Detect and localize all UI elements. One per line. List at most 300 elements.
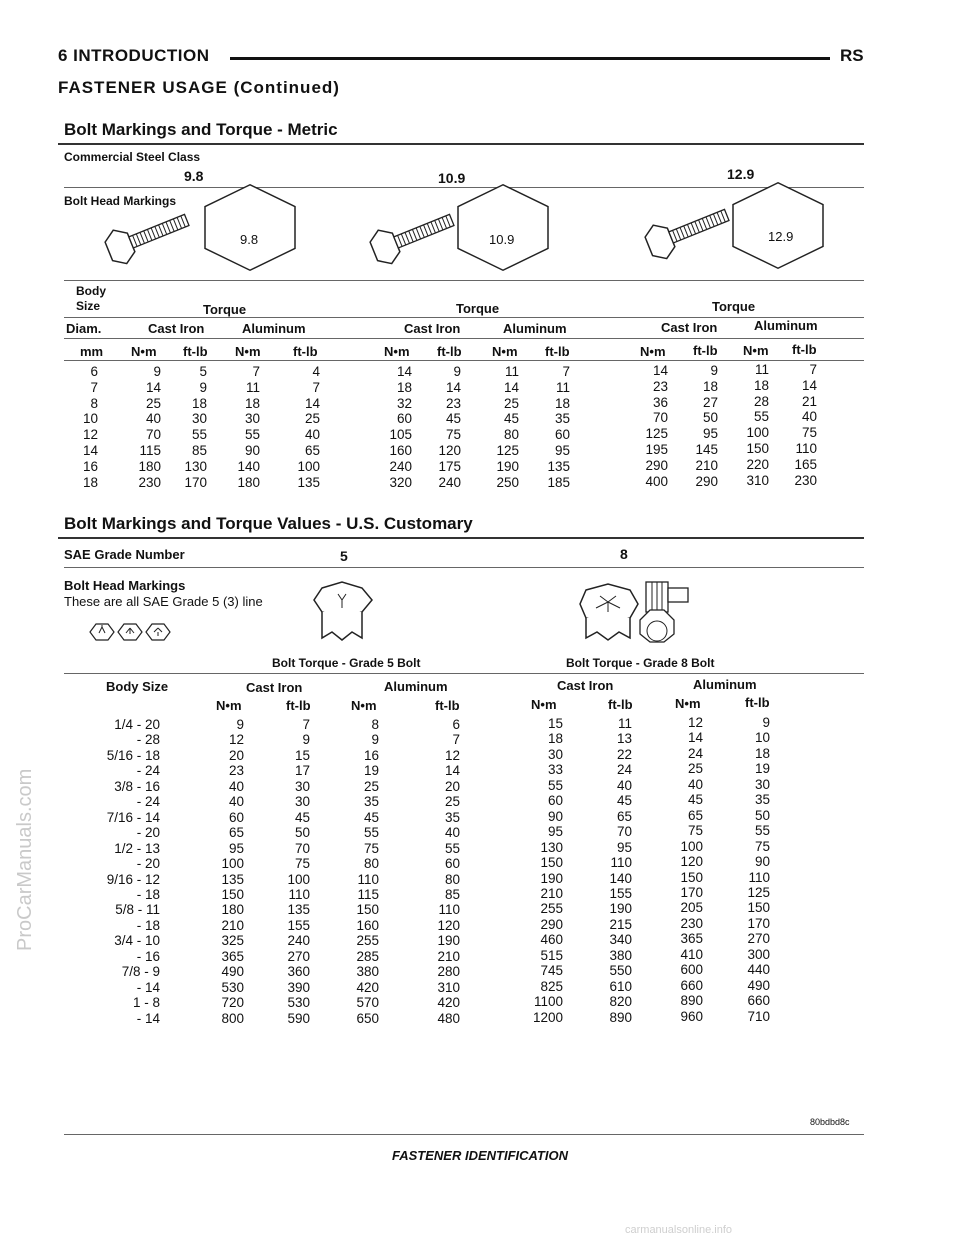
- g8-ci-nm-cell: 60: [547, 793, 563, 809]
- g5-al-ft-cell: 35: [444, 809, 460, 825]
- g98-al-ft-cell: 7: [312, 379, 320, 395]
- g5-al-nm-cell: 650: [356, 1010, 379, 1026]
- g5-ci-ft-cell: 7: [302, 717, 310, 732]
- grade-12-9: 12.9: [727, 166, 755, 182]
- metric-head-rule: [64, 280, 864, 281]
- g5-ci-nm-cell: 23: [228, 763, 244, 779]
- mm-label: mm: [80, 344, 104, 359]
- g5-ci-nm-cell: 40: [228, 778, 244, 794]
- g98-ci-ft-cell: 130: [184, 458, 207, 474]
- g8-al-nm-cell: 170: [680, 884, 703, 900]
- nm-ci-g5: N•m: [216, 698, 242, 713]
- g109-al-ft-cell: 11: [555, 379, 570, 395]
- g8-al-nm-cell: 45: [687, 792, 703, 808]
- g8-al-nm-cell: 120: [680, 854, 703, 870]
- g98-al-ft-cell: 100: [297, 458, 320, 474]
- ftlb-ci-g5: ft-lb: [286, 698, 311, 713]
- g8-al-ft-cell: 55: [754, 823, 770, 839]
- us-size-cell: - 16: [136, 948, 160, 964]
- g8-al-nm-cell: 100: [680, 838, 703, 854]
- torque-label-10-9: Torque: [456, 301, 500, 316]
- g5-al-nm-cell: 25: [363, 778, 379, 794]
- g5-al-ft-cell: 80: [444, 871, 460, 887]
- g5-ci-nm-cell: 490: [221, 964, 244, 980]
- g8-ci-ft-cell: 610: [609, 978, 632, 994]
- g129-al-ft-cell: 165: [794, 456, 817, 472]
- g129-al-ft-cell: 40: [801, 409, 817, 425]
- g8-ci-ft-cell: 13: [616, 731, 632, 747]
- g8-ci-ft-cell: 890: [609, 1009, 632, 1025]
- g98-ci-nm-cell: 180: [138, 458, 161, 474]
- nm-al-10-9: N•m: [492, 344, 518, 359]
- g5-al-ft-cell: 110: [438, 902, 460, 918]
- head-mark-9-8: 9.8: [240, 232, 259, 247]
- ftlb-ci-9-8: ft-lb: [183, 344, 208, 359]
- grade8-bolt-head-icon: [580, 584, 638, 640]
- figure-caption: FASTENER IDENTIFICATION: [392, 1148, 568, 1163]
- us-size-cell: 7/8 - 9: [121, 964, 160, 980]
- torque-label-12-9: Torque: [712, 299, 756, 314]
- g5-al-nm-cell: 150: [356, 902, 379, 918]
- page-header-left: 6 INTRODUCTION: [58, 46, 210, 65]
- aluminum-12-9: Aluminum: [754, 318, 818, 333]
- g8-ci-nm-cell: 150: [540, 855, 563, 871]
- g5-al-nm-cell: 570: [356, 995, 379, 1011]
- g5-al-nm-cell: 420: [356, 979, 379, 995]
- g129-al-nm-cell: 11: [754, 362, 769, 377]
- g109-al-ft-cell: 60: [554, 427, 570, 443]
- us-size-cell: 5/8 - 11: [115, 902, 160, 918]
- g5-ci-ft-cell: 9: [302, 732, 310, 748]
- g98-ci-ft-cell: 9: [199, 379, 207, 395]
- g129-ci-ft-cell: 95: [702, 426, 718, 442]
- g5-ci-nm-cell: 65: [228, 825, 244, 841]
- g109-al-ft-cell: 18: [554, 395, 570, 411]
- g109-al-ft-cell: 95: [554, 443, 570, 458]
- grade8-torque-label: Bolt Torque - Grade 8 Bolt: [566, 656, 715, 670]
- sae-grade-8: 8: [620, 546, 628, 562]
- g5-ci-nm-cell: 325: [221, 933, 244, 949]
- g8-ci-ft-cell: 24: [616, 762, 632, 778]
- g129-al-nm-cell: 28: [753, 393, 769, 409]
- nm-al-g5: N•m: [351, 698, 377, 713]
- g8-al-ft-cell: 19: [754, 761, 770, 777]
- us-size-cell: 1 - 8: [132, 995, 160, 1011]
- g8-al-ft-cell: 10: [754, 730, 770, 746]
- bolt-12-9-illustration: [630, 190, 860, 270]
- g129-ci-ft-cell: 290: [695, 473, 718, 489]
- g109-al-nm-cell: 11: [504, 364, 519, 379]
- g8-ci-ft-cell: 95: [616, 839, 632, 855]
- g129-ci-ft-cell: 27: [702, 394, 718, 410]
- g5-ci-ft-cell: 70: [294, 840, 310, 856]
- g109-ci-nm-cell: 60: [396, 411, 412, 427]
- g8-ci-nm-cell: 210: [540, 885, 563, 901]
- us-size-cell: - 14: [136, 979, 160, 995]
- g5-al-nm-cell: 380: [356, 964, 379, 980]
- us-title: Bolt Markings and Torque Values - U.S. Customary: [64, 514, 473, 533]
- g8-ci-nm-cell: 190: [540, 870, 563, 886]
- g129-ci-nm-cell: 36: [652, 394, 668, 410]
- g8-ci-nm-cell: 33: [547, 762, 563, 778]
- g8-al-ft-cell: 125: [747, 884, 770, 900]
- grade-rule: [64, 187, 864, 188]
- g5-al-ft-cell: 14: [444, 763, 460, 779]
- g5-al-nm-cell: 80: [363, 856, 379, 872]
- g98-al-nm-cell: 180: [237, 474, 260, 490]
- g98-ci-ft-cell: 85: [191, 443, 207, 458]
- g5-ci-nm-cell: 12: [228, 732, 244, 748]
- g8-ci-ft-cell: 110: [610, 855, 632, 871]
- us-size-cell: 9/16 - 12: [106, 871, 160, 887]
- g98-ci-nm-cell: 115: [139, 443, 161, 458]
- g8-al-ft-cell: 660: [747, 993, 770, 1009]
- g8-ci-nm-cell: 460: [540, 932, 563, 948]
- g5-ci-ft-cell: 17: [294, 763, 310, 779]
- g8-al-nm-cell: 14: [687, 730, 703, 746]
- g5-ci-ft-cell: 30: [294, 778, 310, 794]
- nm-ci-10-9: N•m: [384, 344, 410, 359]
- g98-al-ft-cell: 25: [304, 411, 320, 427]
- g98-al-nm-cell: 11: [245, 379, 260, 395]
- g8-al-ft-cell: 9: [762, 715, 770, 730]
- g98-al-ft-cell: 14: [304, 395, 320, 411]
- g8-ci-ft-cell: 340: [609, 932, 632, 948]
- g109-al-nm-cell: 250: [496, 474, 519, 490]
- g5-al-ft-cell: 280: [437, 964, 460, 980]
- g109-al-ft-cell: 35: [554, 411, 570, 427]
- g8-al-nm-cell: 24: [687, 745, 703, 761]
- g8-al-ft-cell: 170: [747, 915, 770, 931]
- g129-al-nm-cell: 220: [746, 456, 769, 472]
- g8-ci-ft-cell: 550: [609, 963, 632, 979]
- g129-al-ft-cell: 110: [795, 441, 817, 456]
- g8-al-ft-cell: 35: [754, 792, 770, 808]
- metric-size-cell: 8: [90, 395, 98, 411]
- g5-al-nm-cell: 255: [356, 933, 379, 949]
- g5-ci-nm-cell: 20: [228, 747, 244, 763]
- g129-ci-ft-cell: 50: [702, 410, 718, 426]
- g5-ci-ft-cell: 45: [294, 809, 310, 825]
- g109-al-nm-cell: 125: [496, 443, 519, 458]
- g8-ci-nm-cell: 18: [547, 731, 563, 747]
- cast-iron-g5: Cast Iron: [246, 680, 303, 695]
- g5-al-ft-cell: 40: [444, 825, 460, 841]
- g8-ci-ft-cell: 820: [609, 994, 632, 1010]
- g5-al-ft-cell: 310: [437, 979, 460, 995]
- us-bolt-head-note: These are all SAE Grade 5 (3) line: [64, 594, 263, 609]
- g98-al-ft-cell: 4: [312, 364, 320, 379]
- commercial-steel-class-label: Commercial Steel Class: [64, 150, 201, 164]
- diam-label: Diam.: [66, 321, 102, 336]
- nm-al-g8: N•m: [675, 696, 701, 711]
- g98-al-nm-cell: 18: [244, 395, 260, 411]
- g5-ci-nm-cell: 9: [236, 717, 244, 732]
- g98-al-nm-cell: 30: [244, 411, 260, 427]
- g5-ci-nm-cell: 800: [221, 1010, 244, 1026]
- metric-size-cell: 14: [82, 443, 98, 458]
- metric-title-rule: [58, 143, 864, 145]
- g129-ci-ft-cell: 9: [710, 363, 718, 378]
- us-size-cell: 1/4 - 20: [114, 717, 160, 732]
- g129-al-nm-cell: 150: [746, 441, 769, 456]
- aluminum-g5: Aluminum: [384, 679, 448, 694]
- g8-al-ft-cell: 50: [754, 807, 770, 823]
- g109-ci-nm-cell: 105: [389, 427, 412, 443]
- g8-al-ft-cell: 18: [754, 745, 770, 761]
- ftlb-al-g8: ft-lb: [745, 695, 770, 710]
- g129-ci-ft-cell: 210: [695, 457, 718, 473]
- g129-ci-ft-cell: 18: [702, 378, 718, 394]
- bolt-icon: [102, 203, 193, 268]
- body-size-label: Body Size: [76, 284, 106, 313]
- g98-ci-nm-cell: 25: [145, 395, 161, 411]
- g8-ci-ft-cell: 22: [616, 746, 632, 762]
- torque-rule: [64, 317, 864, 318]
- g5-al-nm-cell: 19: [363, 763, 379, 779]
- g8-ci-ft-cell: 65: [616, 808, 632, 824]
- g8-al-nm-cell: 660: [680, 977, 703, 993]
- ftlb-al-g5: ft-lb: [435, 698, 460, 713]
- g8-al-ft-cell: 30: [754, 776, 770, 792]
- g8-ci-nm-cell: 90: [547, 808, 563, 824]
- torque-label-9-8: Torque: [203, 302, 247, 317]
- nm-al-12-9: N•m: [743, 343, 769, 358]
- head-mark-12-9: 12.9: [768, 229, 794, 244]
- us-bolt-illustrations: [86, 580, 726, 650]
- g5-al-nm-cell: 16: [363, 747, 379, 763]
- grade5-torque-label: Bolt Torque - Grade 5 Bolt: [272, 656, 421, 670]
- g8-al-ft-cell: 90: [754, 854, 770, 870]
- g5-ci-ft-cell: 530: [287, 995, 310, 1011]
- g8-al-ft-cell: 710: [747, 1008, 770, 1024]
- g8-al-nm-cell: 12: [687, 715, 703, 730]
- g98-al-ft-cell: 135: [297, 474, 320, 490]
- bolt-icon: [642, 198, 733, 263]
- g8-al-ft-cell: 300: [747, 946, 770, 962]
- g5-al-nm-cell: 35: [363, 794, 379, 810]
- g8-ci-ft-cell: 380: [609, 947, 632, 963]
- us-size-cell: 3/8 - 16: [114, 778, 160, 794]
- g8-ci-nm-cell: 30: [547, 746, 563, 762]
- g98-al-nm-cell: 7: [252, 364, 260, 379]
- g8-ci-nm-cell: 95: [547, 824, 563, 840]
- g8-ci-nm-cell: 255: [540, 901, 563, 917]
- g129-al-nm-cell: 310: [746, 472, 769, 488]
- g109-al-ft-cell: 135: [547, 458, 570, 474]
- g5-ci-ft-cell: 360: [287, 964, 310, 980]
- g129-al-ft-cell: 7: [809, 362, 817, 377]
- g98-ci-nm-cell: 40: [145, 411, 161, 427]
- bolt-icon: [367, 203, 458, 268]
- head-mark-10-9: 10.9: [489, 232, 515, 247]
- g8-al-nm-cell: 230: [680, 915, 703, 931]
- metric-size-cell: 6: [90, 364, 98, 379]
- nm-ci-g8: N•m: [531, 697, 557, 712]
- g8-ci-nm-cell: 290: [540, 916, 563, 932]
- g5-al-nm-cell: 8: [371, 717, 379, 732]
- g98-al-nm-cell: 140: [237, 458, 260, 474]
- g8-al-ft-cell: 110: [748, 869, 770, 885]
- g129-al-ft-cell: 75: [801, 425, 817, 441]
- g109-ci-nm-cell: 18: [396, 379, 412, 395]
- g5-al-ft-cell: 420: [437, 995, 460, 1011]
- g5-al-nm-cell: 9: [371, 732, 379, 748]
- g8-al-nm-cell: 600: [680, 962, 703, 978]
- g98-ci-ft-cell: 170: [184, 474, 207, 490]
- ftlb-ci-12-9: ft-lb: [693, 343, 718, 358]
- g8-ci-ft-cell: 11: [617, 716, 632, 731]
- g5-ci-nm-cell: 40: [228, 794, 244, 810]
- g129-al-nm-cell: 55: [753, 409, 769, 425]
- g8-ci-ft-cell: 190: [609, 901, 632, 917]
- us-size-cell: 5/16 - 18: [106, 747, 160, 763]
- g5-ci-nm-cell: 365: [221, 948, 244, 964]
- g109-ci-ft-cell: 75: [445, 427, 461, 443]
- sae-rule: [64, 567, 864, 568]
- us-size-cell: - 20: [136, 856, 160, 872]
- g5-ci-ft-cell: 270: [287, 948, 310, 964]
- g8-al-nm-cell: 410: [680, 946, 703, 962]
- ftlb-ci-10-9: ft-lb: [437, 344, 462, 359]
- g8-ci-ft-cell: 155: [609, 885, 632, 901]
- grade5-bolt-head-icon: [314, 582, 372, 640]
- us-size-cell: - 14: [136, 1010, 160, 1026]
- grade8-flange-bolt-icon: [640, 582, 688, 642]
- g98-al-nm-cell: 55: [244, 427, 260, 443]
- g129-al-nm-cell: 100: [746, 425, 769, 441]
- g8-ci-nm-cell: 1200: [532, 1009, 563, 1025]
- g5-ci-ft-cell: 30: [294, 794, 310, 810]
- g98-ci-nm-cell: 230: [138, 474, 161, 490]
- g5-al-ft-cell: 85: [444, 886, 460, 902]
- g98-ci-nm-cell: 9: [153, 364, 161, 379]
- metric-bolt-head-label: Bolt Head Markings: [64, 194, 177, 208]
- g8-al-nm-cell: 150: [680, 869, 703, 885]
- us-size-cell: - 18: [136, 886, 160, 902]
- section-subtitle: FASTENER USAGE (Continued): [58, 78, 340, 97]
- grade-10-9: 10.9: [438, 170, 466, 186]
- g5-ci-ft-cell: 155: [287, 917, 310, 933]
- g5-ci-ft-cell: 390: [287, 979, 310, 995]
- g109-al-nm-cell: 45: [503, 411, 519, 427]
- g129-al-ft-cell: 14: [801, 377, 817, 393]
- cast-iron-10-9: Cast Iron: [404, 321, 461, 336]
- g109-ci-nm-cell: 320: [389, 474, 412, 490]
- bolt-9-8-illustration: [90, 195, 320, 275]
- g98-al-ft-cell: 65: [304, 443, 320, 458]
- g5-ci-nm-cell: 180: [221, 902, 244, 918]
- g5-ci-nm-cell: 100: [221, 856, 244, 872]
- g8-al-nm-cell: 25: [687, 761, 703, 777]
- us-size-cell: - 28: [136, 732, 160, 748]
- g5-ci-nm-cell: 530: [221, 979, 244, 995]
- g109-al-ft-cell: 185: [547, 474, 570, 490]
- footer-watermark: carmanualsonline.info: [625, 1224, 733, 1236]
- g5-ci-nm-cell: 210: [221, 917, 244, 933]
- us-size-cell: - 24: [136, 794, 160, 810]
- g98-ci-nm-cell: 70: [145, 427, 161, 443]
- g5-al-ft-cell: 120: [437, 917, 460, 933]
- g5-ci-ft-cell: 135: [287, 902, 310, 918]
- g5-al-ft-cell: 480: [437, 1010, 460, 1026]
- g5-al-ft-cell: 60: [444, 856, 460, 872]
- g8-ci-nm-cell: 825: [540, 978, 563, 994]
- ftlb-ci-g8: ft-lb: [608, 697, 633, 712]
- g5-al-nm-cell: 115: [357, 886, 379, 902]
- watermark: ProCarManuals.com: [14, 768, 36, 952]
- us-size-cell: 1/2 - 13: [114, 840, 160, 856]
- g5-al-ft-cell: 210: [437, 948, 460, 964]
- g109-al-nm-cell: 25: [503, 395, 519, 411]
- metric-size-cell: 10: [82, 411, 98, 427]
- g8-al-nm-cell: 65: [687, 807, 703, 823]
- g129-ci-nm-cell: 125: [645, 426, 668, 442]
- g5-al-ft-cell: 55: [444, 840, 460, 856]
- figure-bottom-rule: [64, 1134, 864, 1135]
- g8-ci-nm-cell: 515: [540, 947, 563, 963]
- us-torque-rule: [64, 673, 864, 674]
- g109-al-ft-cell: 7: [562, 364, 570, 379]
- g129-al-ft-cell: 230: [794, 472, 817, 488]
- g98-ci-nm-cell: 14: [145, 379, 161, 395]
- g109-ci-ft-cell: 45: [445, 411, 461, 427]
- us-size-cell: - 20: [136, 825, 160, 841]
- g5-ci-nm-cell: 95: [228, 840, 244, 856]
- g109-ci-nm-cell: 160: [389, 443, 412, 458]
- header-rule: [230, 57, 830, 60]
- us-body-size-label: Body Size: [106, 679, 169, 694]
- g8-ci-nm-cell: 55: [547, 777, 563, 793]
- g8-al-nm-cell: 960: [680, 1008, 703, 1024]
- g8-ci-nm-cell: 15: [547, 716, 563, 731]
- g98-al-nm-cell: 90: [244, 443, 260, 458]
- figure-id: 80bdbd8c: [810, 1117, 850, 1127]
- g5-ci-nm-cell: 150: [221, 886, 244, 902]
- g5-al-ft-cell: 12: [444, 747, 460, 763]
- g8-al-ft-cell: 75: [754, 838, 770, 854]
- g129-ci-nm-cell: 400: [645, 473, 668, 489]
- aluminum-9-8: Aluminum: [242, 321, 306, 336]
- ftlb-al-12-9: ft-lb: [792, 342, 817, 357]
- g109-ci-ft-cell: 14: [445, 379, 461, 395]
- g8-ci-nm-cell: 130: [540, 839, 563, 855]
- metric-size-cell: 12: [82, 427, 98, 443]
- hex-head-9-8-icon: [205, 185, 295, 271]
- g129-ci-ft-cell: 145: [695, 442, 718, 457]
- g8-al-nm-cell: 365: [680, 931, 703, 947]
- g8-ci-ft-cell: 45: [616, 793, 632, 809]
- g5-ci-nm-cell: 720: [221, 995, 244, 1011]
- g5-al-nm-cell: 75: [363, 840, 379, 856]
- g8-al-nm-cell: 205: [680, 900, 703, 916]
- g5-ci-ft-cell: 590: [287, 1010, 310, 1026]
- g129-al-ft-cell: 21: [801, 393, 817, 409]
- g8-al-ft-cell: 440: [747, 962, 770, 978]
- us-title-rule: [58, 537, 864, 539]
- g5-al-ft-cell: 6: [452, 717, 460, 732]
- cast-iron-12-9: Cast Iron: [661, 320, 718, 335]
- g5-ci-ft-cell: 240: [287, 933, 310, 949]
- g8-al-nm-cell: 890: [680, 993, 703, 1009]
- g129-ci-nm-cell: 23: [652, 378, 668, 394]
- g5-al-nm-cell: 110: [357, 871, 379, 887]
- sae-grade-label: SAE Grade Number: [64, 547, 185, 562]
- g109-ci-ft-cell: 23: [445, 395, 461, 411]
- g109-ci-nm-cell: 14: [396, 364, 412, 379]
- g98-ci-ft-cell: 18: [191, 395, 207, 411]
- nm-al-9-8: N•m: [235, 344, 261, 359]
